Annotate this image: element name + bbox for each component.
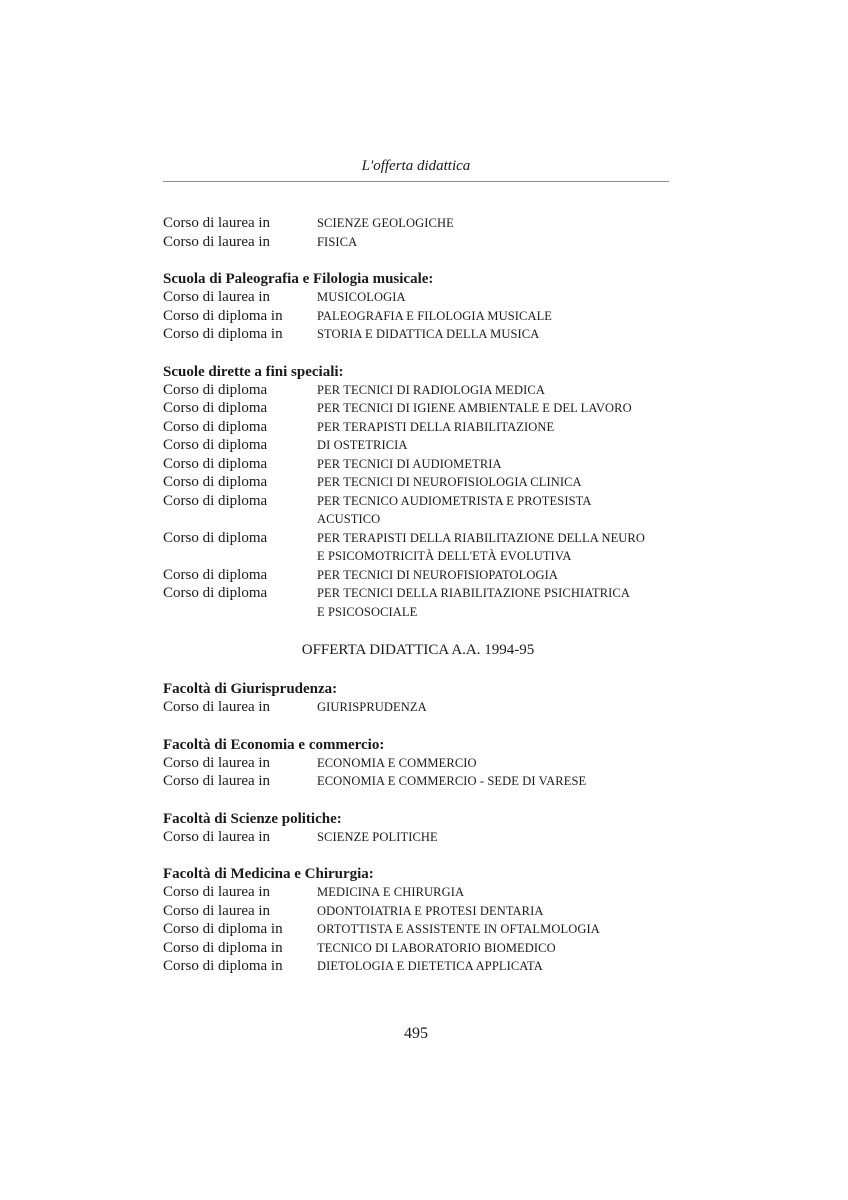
course-name <box>317 233 673 252</box>
section-title: Facoltà di Scienze politiche: <box>163 810 342 827</box>
course-name-line: GIURISPRUDENZA <box>317 700 427 714</box>
section-title: Scuola di Paleografia e Filologia musicale: <box>163 271 434 287</box>
course-row <box>163 920 673 939</box>
course-name-line: DIETOLOGIA E DIETETICA APPLICATA <box>317 959 543 973</box>
course-name-line: PER TERAPISTI DELLA RIABILITAZIONE DELLA NEURO <box>317 530 645 545</box>
course-type-label: Corso di laurea in <box>163 699 271 715</box>
course-name <box>317 214 673 233</box>
page-number: 495 <box>404 1025 428 1042</box>
course-row <box>163 772 673 791</box>
course-name <box>317 883 673 902</box>
course-name-line: SCIENZE POLITICHE <box>317 829 438 844</box>
course-row <box>163 455 673 474</box>
course-section <box>163 810 673 847</box>
course-name-line: PER TECNICI DI NEUROFISIOPATOLOGIA <box>317 567 559 582</box>
course-name-line: SCIENZE GEOLOGICHE <box>317 216 454 230</box>
course-row <box>163 828 673 847</box>
course-name <box>317 473 673 492</box>
course-row <box>163 957 673 976</box>
course-name <box>317 828 673 847</box>
course-row <box>163 902 673 921</box>
course-name-line: PER TECNICO AUDIOMETRISTA E PROTESISTA <box>317 493 592 508</box>
course-name <box>317 939 673 958</box>
course-type-label: Corso di diploma in <box>163 958 283 974</box>
course-row <box>163 698 673 717</box>
course-name-line: DI OSTETRICIA <box>317 438 408 452</box>
course-name-line: ODONTOIATRIA E PROTESI DENTARIA <box>317 903 544 918</box>
course-section <box>163 865 673 976</box>
course-name <box>317 698 673 717</box>
course-name-line: TECNICO DI LABORATORIO BIOMEDICO <box>317 940 556 955</box>
course-row <box>163 214 673 233</box>
course-row <box>163 939 673 958</box>
running-head: L'offerta didattica <box>361 158 471 174</box>
course-name <box>317 492 673 529</box>
course-name-line: FISICA <box>317 234 358 249</box>
course-type-label: Corso di diploma <box>163 585 268 601</box>
course-type-label: Corso di laurea in <box>163 233 271 250</box>
course-section <box>163 214 673 251</box>
course-name <box>317 455 673 474</box>
section-title: Facoltà di Economia e commercio: <box>163 736 385 753</box>
course-name <box>317 399 673 418</box>
course-name <box>317 902 673 921</box>
course-name-line: ACUSTICO <box>317 512 381 526</box>
page-content <box>163 214 673 995</box>
course-type-label: Corso di diploma <box>163 566 268 583</box>
course-name <box>317 920 673 939</box>
course-name-line: PER TECNICI DI IGIENE AMBIENTALE E DEL LAVORO <box>317 401 632 415</box>
course-name-line: ECONOMIA E COMMERCIO - SEDE DI VARESE <box>317 774 587 788</box>
course-row <box>163 584 673 621</box>
course-row <box>163 492 673 529</box>
course-name <box>317 325 673 344</box>
course-name-line: PER TECNICI DELLA RIABILITAZIONE PSICHIATRICA <box>317 586 630 600</box>
course-row <box>163 399 673 418</box>
course-type-label: Corso di diploma in <box>163 921 283 937</box>
course-type-label: Corso di laurea in <box>163 902 271 919</box>
course-name-line: ECONOMIA E COMMERCIO <box>317 755 477 770</box>
section-title: Facoltà di Medicina e Chirurgia: <box>163 866 374 882</box>
course-name <box>317 584 673 621</box>
course-type-label: Corso di diploma in <box>163 307 283 324</box>
header-rule <box>163 181 669 182</box>
course-row <box>163 325 673 344</box>
course-name-line: STORIA E DIDATTICA DELLA MUSICA <box>317 327 540 341</box>
course-row <box>163 473 673 492</box>
course-type-label: Corso di diploma <box>163 418 268 435</box>
course-type-label: Corso di laurea in <box>163 828 271 845</box>
course-row <box>163 883 673 902</box>
course-name-line: E PSICOMOTRICITÀ DELL'ETÀ EVOLUTIVA <box>317 549 572 563</box>
course-name <box>317 566 673 585</box>
section-title: Facoltà di Giurisprudenza: <box>163 681 338 697</box>
sections-after <box>163 680 673 976</box>
course-type-label: Corso di laurea in <box>163 773 271 789</box>
course-name <box>317 957 673 976</box>
course-type-label: Corso di diploma <box>163 474 268 490</box>
course-type-label: Corso di diploma in <box>163 939 283 956</box>
course-row <box>163 233 673 252</box>
course-name-line: PER TECNICI DI NEUROFISIOLOGIA CLINICA <box>317 475 582 489</box>
course-name <box>317 381 673 400</box>
course-name <box>317 436 673 455</box>
course-type-label: Corso di diploma <box>163 455 268 472</box>
course-row <box>163 288 673 307</box>
course-name <box>317 418 673 437</box>
course-name-line: PER TECNICI DI RADIOLOGIA MEDICA <box>317 382 545 397</box>
course-name <box>317 288 673 307</box>
course-type-label: Corso di diploma <box>163 381 268 398</box>
course-type-label: Corso di diploma <box>163 437 268 453</box>
course-row <box>163 307 673 326</box>
course-name <box>317 772 673 791</box>
course-name-line: PER TECNICI DI AUDIOMETRIA <box>317 456 502 471</box>
course-name-line: E PSICOSOCIALE <box>317 604 418 619</box>
course-section <box>163 363 673 622</box>
offer-heading: OFFERTA DIDATTICA A.A. 1994-95 <box>301 642 535 658</box>
course-type-label: Corso di laurea in <box>163 754 271 771</box>
course-type-label: Corso di laurea in <box>163 215 271 231</box>
course-name-line: MEDICINA E CHIRURGIA <box>317 885 465 899</box>
course-section <box>163 270 673 344</box>
course-row <box>163 754 673 773</box>
course-type-label: Corso di laurea in <box>163 884 271 900</box>
course-row <box>163 529 673 566</box>
course-name-line: PALEOGRAFIA E FILOLOGIA MUSICALE <box>317 308 553 323</box>
course-row <box>163 381 673 400</box>
course-row <box>163 566 673 585</box>
course-section <box>163 736 673 791</box>
course-section <box>163 680 673 717</box>
course-type-label: Corso di diploma <box>163 529 268 546</box>
course-type-label: Corso di laurea in <box>163 289 271 305</box>
section-title: Scuole dirette a fini speciali: <box>163 363 344 380</box>
sections-before <box>163 214 673 621</box>
course-name-line: PER TERAPISTI DELLA RIABILITAZIONE <box>317 419 555 434</box>
course-name-line: MUSICOLOGIA <box>317 290 406 304</box>
course-name-line: ORTOTTISTA E ASSISTENTE IN OFTALMOLOGIA <box>317 922 600 936</box>
course-name <box>317 529 673 566</box>
course-row <box>163 418 673 437</box>
course-name <box>317 307 673 326</box>
course-name <box>317 754 673 773</box>
course-type-label: Corso di diploma in <box>163 326 283 342</box>
course-type-label: Corso di diploma <box>163 492 268 509</box>
course-type-label: Corso di diploma <box>163 400 268 416</box>
course-row <box>163 436 673 455</box>
